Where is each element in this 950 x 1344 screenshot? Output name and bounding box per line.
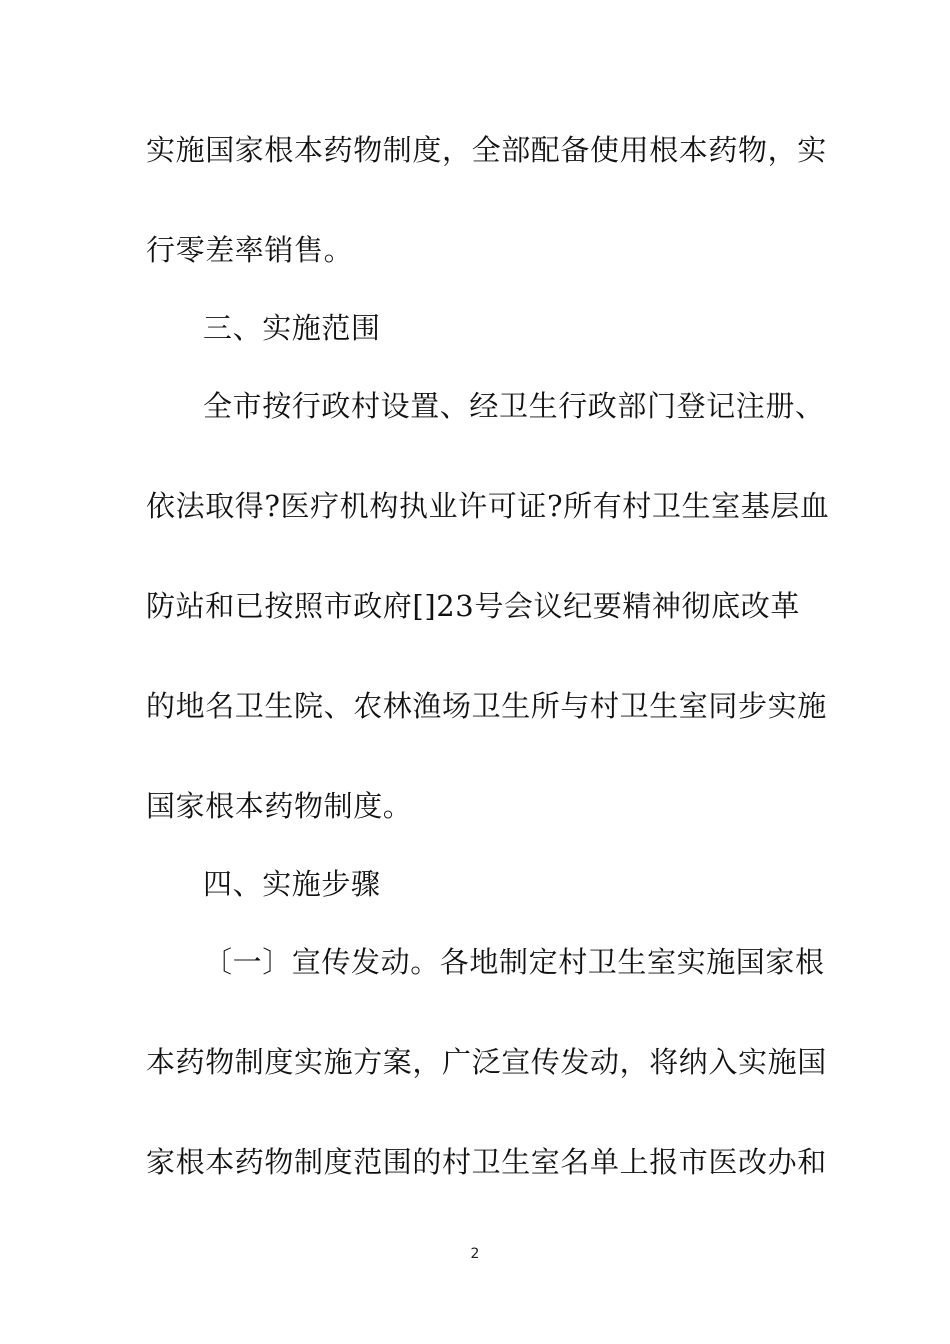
body-line-2: 行零差率销售。 [146, 233, 354, 267]
section-heading-steps: 四、实施步骤 [203, 867, 381, 901]
body-line-6: 的地名卫生院、农林渔场卫生所与村卫生室同步实施 [146, 689, 827, 723]
body-line-1: 实施国家根本药物制度，全部配备使用根本药物，实 [146, 133, 827, 167]
body-line-8: 〔一〕宣传发动。各地制定村卫生室实施国家根 [203, 945, 825, 979]
page-number: 2 [470, 1246, 480, 1262]
body-line-5: 防站和已按照市政府[]23号会议纪要精神彻底改革 [146, 589, 800, 623]
body-line-3: 全市按行政村设置、经卫生行政部门登记注册、 [203, 389, 825, 423]
section-heading-scope: 三、实施范围 [203, 311, 381, 345]
body-line-4: 依法取得?医疗机构执业许可证?所有村卫生室基层血 [146, 489, 830, 523]
body-line-7: 国家根本药物制度。 [146, 789, 413, 823]
body-line-10: 家根本药物制度范围的村卫生室名单上报市医改办和 [146, 1145, 827, 1179]
body-line-9: 本药物制度实施方案，广泛宣传发动，将纳入实施国 [146, 1045, 827, 1079]
